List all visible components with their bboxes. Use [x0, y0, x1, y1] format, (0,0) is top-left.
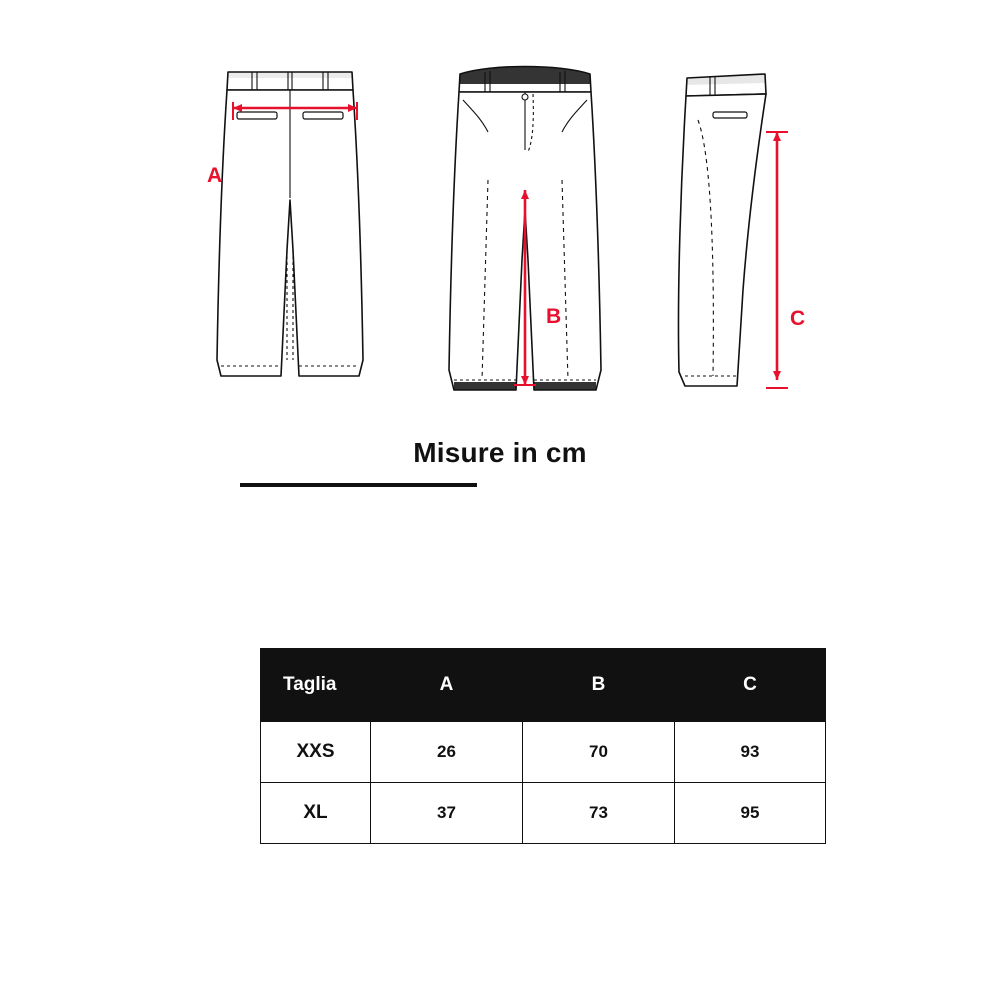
table-header-a: A — [371, 649, 523, 722]
table-header-size: Taglia — [261, 649, 371, 722]
caption-underline — [240, 483, 477, 487]
table-header-b: B — [523, 649, 675, 722]
measure-label-a: A — [207, 164, 223, 187]
measure-arrow-b — [430, 60, 620, 410]
cell-a: 26 — [371, 722, 523, 783]
cell-c: 95 — [675, 783, 826, 844]
caption-area — [0, 437, 1000, 469]
measure-arrow-c — [665, 60, 845, 400]
measure-arrow-a — [195, 60, 395, 120]
cell-size: XXS — [261, 722, 371, 783]
table-header-c: C — [675, 649, 826, 722]
cell-b: 73 — [523, 783, 675, 844]
measure-label-c: C — [790, 307, 806, 330]
size-table-wrapper — [260, 648, 825, 844]
table-row — [261, 722, 826, 783]
cell-size: XL — [261, 783, 371, 844]
measure-label-b: B — [546, 305, 562, 328]
illustration-area — [0, 60, 1000, 430]
table-row — [261, 783, 826, 844]
cell-b: 70 — [523, 722, 675, 783]
measures-caption: Misure in cm — [413, 437, 587, 468]
cell-c: 93 — [675, 722, 826, 783]
cell-a: 37 — [371, 783, 523, 844]
size-table — [260, 648, 826, 844]
table-header-row — [261, 649, 826, 722]
